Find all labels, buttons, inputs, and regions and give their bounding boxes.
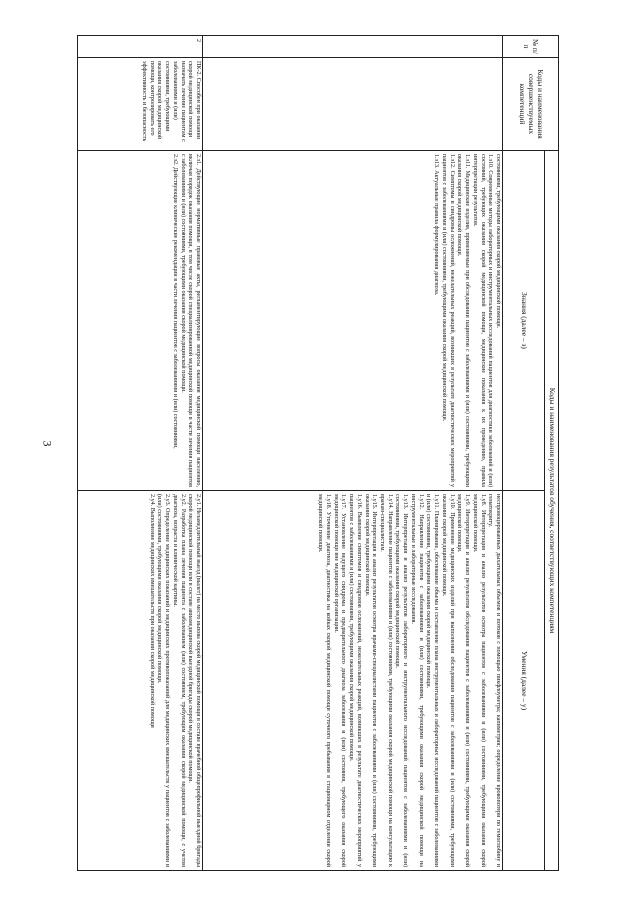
knowledge-item: 1.з10. Современные методы лабораторных и инструментальных исследований пациентов для диагностики заболеваний и (или) состояний, требующих оказания скорой медицинской помощи, медицинские показания к их проведению, правила интерпретации результатов. [471,154,494,487]
header-codes: Коды и наименования совершенствуемых компетенций [503,58,559,151]
skill-item: 2.у2. Разработка плана лечения пациента с заболеванием (или) состоянием, требующим оказания скорой медицинской помощи, с учетом диагноза, возраста и клинической картины. [171,494,186,868]
skill-item: 2.у1. Незамедлительный выезд (вылет) на место вызова скорой медицинской помощи в составе врачебной общепрофильной выездной бригады скорой медицинской помощи или в составе авиамедицинской выездной бригады скорой медицинской помощи. [187,494,201,868]
row-number: 2 [78,36,203,58]
knowledge-item: состояниями, требующими оказания скорой медицинской помощи. [495,154,501,329]
skill-item: 1.у17. Установление ведущего синдрома и предварительного диагноза заболевания и (или) состояния, требующего оказания скорой медицинской помощи вне медицинской организации. [332,494,347,868]
knowledge-item: 1.з12. Симптомы и синдромы осложнений, нежелательных реакций, возникших в результате диагностических мероприятий у пациентов с заболеваниями и (или) состояниями, требующими оказания скорой медицинской помощи. [440,154,455,487]
skill-item: 2.у3. Определение медицинских показаний и медицинских противопоказаний для медицинских вмешательств у пациентов с заболеваниями и (или) состояниями, требующими оказания скорой медицинской помощи. [156,494,171,868]
page-number: 3 [40,440,55,447]
knowledge-item: 1.з13. Актуальные правила формулирования диагноза. [433,154,440,296]
skill-item: 1.у16. Выявление симптомов и синдромов осложнений, нежелательных реакций, возникших в результате диагностических мероприятий у пациентов с заболеваниями и (или) состояниями, требующими оказания скорой медицинской помощи. [348,494,362,868]
skills-cell [203,491,503,871]
header-results-title: Коды и наименования результатов обучения, соответствующих компетенциям [545,151,559,871]
header-skills: Умения (далее – у) [503,491,545,871]
knowledge-cell [78,151,203,491]
skill-item: 1.у8. Интерпретация и анализ результатов осмотра пациентов с заболеваниями и (или) состояниями, требующими оказания скорой медицинской помощи. [471,494,486,868]
competency-code: ПК-2. Способен при оказании скорой медицинской помощи назначать лечение пациентам с заболеваниями и (или) состояниями, требующими оказания скорой медицинской помощи, контролировать его эффективность и безопасность [78,58,203,151]
skill-item: 1.у10. Применение медицинских изделий при выполнении обследования пациентов с заболеваниями и (или) состояниями, требующими оказания скорой медицинской помощи. [440,494,455,868]
competency-table [77,35,559,871]
header-knowledge: Знания (далее – з) [503,151,545,491]
competency-code [203,58,503,151]
skill-item: 1.у13. Интерпретация и анализ результатов лабораторного и инструментального исследований пациентов с заболеваниями и (или) состояниями, требующими оказания скорой медицинской помощи. [394,494,409,868]
skill-item: 2.у4. Выполнение медицинских вмешательств при оказании скорой медицинской помощи [148,494,155,728]
rotated-page-content [77,35,559,870]
knowledge-item: 2.з2. Действующие клинические рекомендации в части лечения пациентов с заболеваниями и (или) состояниями, [171,154,178,449]
skill-item: неспровоцированных дыхательных объемов и потоков с помощью пикфлоуметра; капиметрия; определение кровопотери по гемоглобину и гематокриту. [487,494,501,868]
skill-item: 1.у11. Планирование, обоснование объема и составление плана инструментальных и лабораторных исследований пациентов с заболеваниями и (или) состояниями, требующими оказания скорой медицинской помощи. [425,494,440,868]
row-number [203,36,503,58]
header-row-1 [545,36,559,871]
table-row [78,36,203,871]
header-num: № п/п [503,36,559,58]
skills-cell [78,491,203,871]
knowledge-cell [203,151,503,491]
skill-item: 1.у12. Направление пациентов с заболеваниями и (или) состояниями, требующими оказания скорой медицинской помощи на инструментальные и лабораторные исследования. [409,494,424,868]
skill-item: 1.у9. Интерпретация и анализ результатов обследования пациентов с заболеваниями и (или) состояниями, требующими оказания скорой медицинской помощи. [456,494,471,868]
knowledge-item: 2.з1. Действующие нормативные правовые акты, регламентирующие вопросы оказания медицинской помощи населению, включая порядок оказания помощи, в том числе скорой специализированной медицинской помощи в части лечения пациентов с заболеваниями и (или) состояниями, требующими оказания скорой медицинской помощи. [179,154,201,487]
skill-item: 1.у15. Интерпретация и анализ результатов осмотра врачами-специалистами пациентов с заболеваниями и (или) состояниями, требующими оказания скорой медицинской помощи. [363,494,378,868]
table-row [203,36,503,871]
header-row-2 [503,36,545,871]
knowledge-item: 1.з11. Медицинские изделия, применяемые при обследовании пациентов с заболеваниями и (или) состояниями, требующими оказания скорой медицинской помощи. [456,154,471,487]
skill-item: 1.у14. Направление пациентов с заболеваниями и (или) состояниями, требующими оказания скорой медицинской помощи на консультацию к врачам-специалистам. [378,494,393,868]
skill-item: 1.у18. Уточнение диагноза, диагностика на койках скорой медицинской помощи суточного пребывания в стационарном отделении скорой медицинской помощи. [317,494,331,868]
